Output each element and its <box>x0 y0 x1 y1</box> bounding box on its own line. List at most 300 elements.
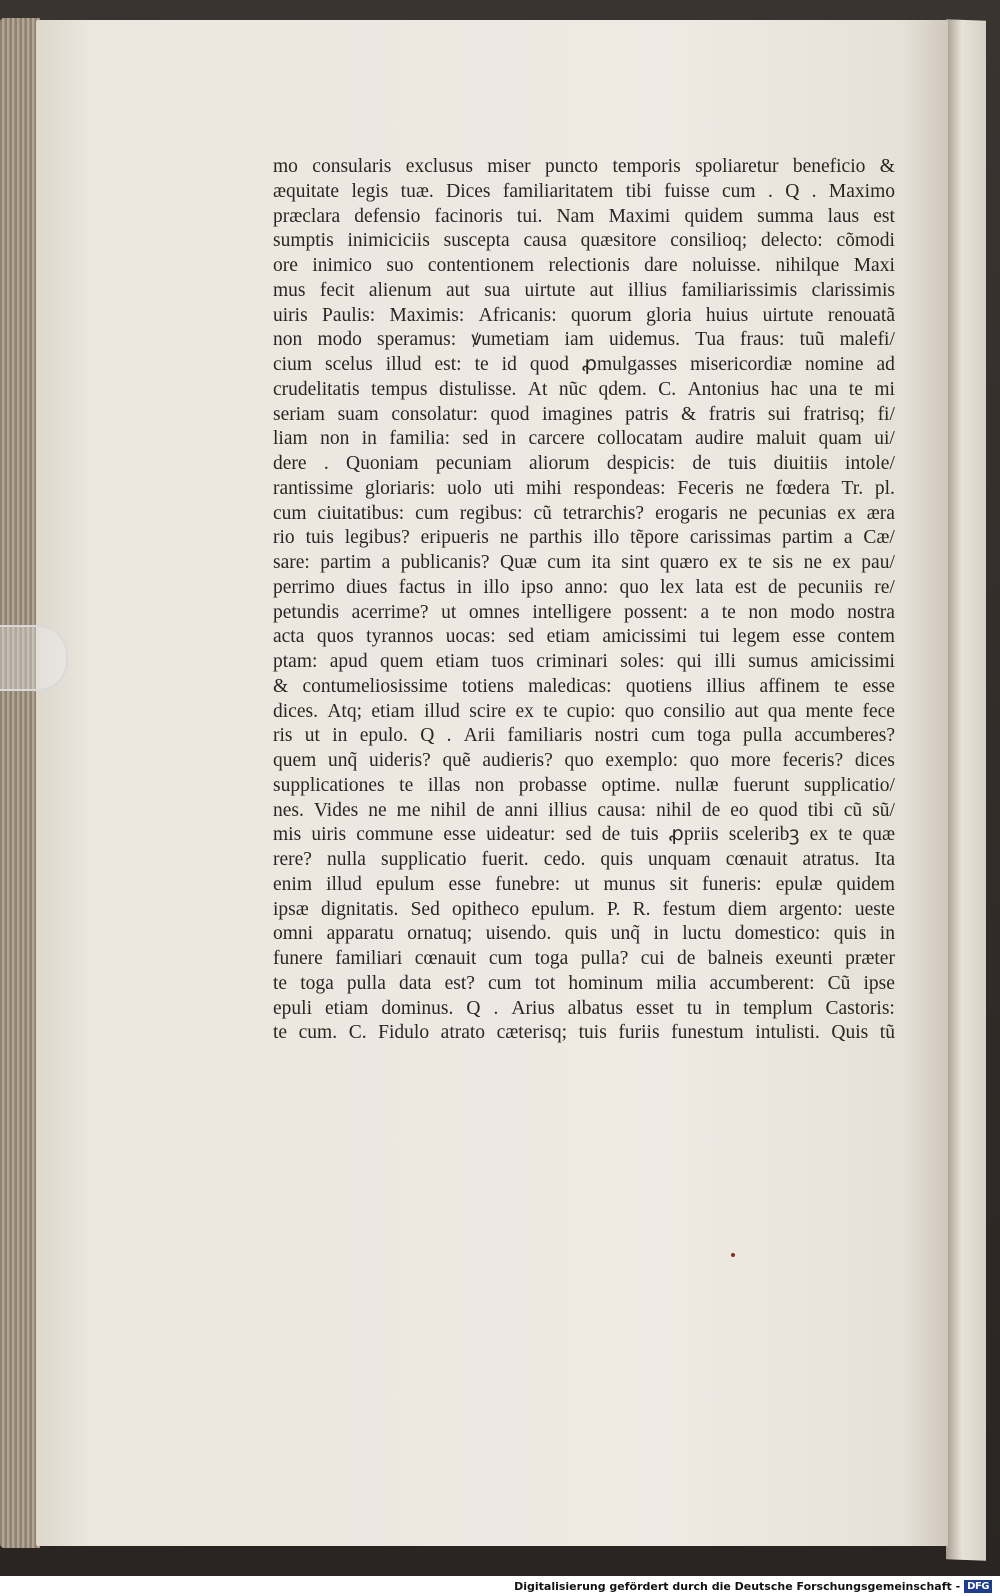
word: Paulis: <box>322 304 376 326</box>
word: te <box>848 378 863 400</box>
word: non <box>748 601 778 623</box>
word: cui <box>640 948 665 969</box>
word: cum <box>547 552 581 573</box>
word: speramus: <box>377 329 457 351</box>
text-line <box>273 823 895 848</box>
word: fuerunt <box>733 774 790 796</box>
word: etiam <box>546 626 590 648</box>
word: etiam <box>325 997 369 1019</box>
word: tũ <box>879 1022 895 1044</box>
word: cõmodi <box>836 230 895 252</box>
word: fi/ <box>877 403 895 425</box>
word: aut <box>446 279 470 301</box>
word: atrato <box>440 1022 486 1044</box>
text-line <box>273 576 895 601</box>
word: supplicatio/ <box>803 774 895 796</box>
word: ut <box>304 725 320 747</box>
word: quo <box>689 750 719 771</box>
word: quotiens <box>625 675 692 697</box>
word: uiris <box>311 824 347 846</box>
word: Maximi <box>608 205 671 227</box>
word: dices <box>854 750 895 771</box>
word: mis <box>273 824 302 846</box>
text-line <box>273 724 895 749</box>
word: Arii <box>463 725 496 747</box>
word: familiarissimis <box>681 279 798 301</box>
word: quo <box>624 700 655 722</box>
word: quem <box>273 750 317 771</box>
word: . <box>811 180 817 202</box>
word: fraus: <box>739 329 785 351</box>
word: aut <box>734 700 759 722</box>
word: eripueris <box>420 527 489 549</box>
word: etiam <box>371 700 415 722</box>
word: causa: <box>597 799 647 821</box>
word: & <box>681 403 697 425</box>
word: pecunias <box>758 502 827 524</box>
word: tot <box>534 972 556 994</box>
word: familiaritatem <box>502 180 614 202</box>
word: uiris <box>273 304 308 326</box>
word: C. <box>348 1022 367 1044</box>
word: sint <box>621 552 650 573</box>
word: hominum <box>568 972 644 994</box>
text-line <box>273 749 895 774</box>
text-line <box>273 502 895 527</box>
word: qua <box>767 700 797 722</box>
word: rere? <box>273 849 312 870</box>
text-line <box>273 947 895 972</box>
word: illius <box>627 279 667 301</box>
word: perrimo <box>273 576 335 598</box>
word: illud <box>326 873 362 895</box>
word: exeunti <box>775 948 833 969</box>
word: respondeas: <box>573 477 666 499</box>
next-page-edge <box>946 19 986 1560</box>
word: diuitiis <box>773 453 828 474</box>
word: quæro <box>659 552 709 573</box>
word: illi <box>714 651 736 672</box>
word: supplicatio <box>380 849 467 870</box>
word: rio <box>273 527 295 549</box>
text-line <box>273 427 895 452</box>
text-line <box>273 452 895 477</box>
word: misericordiæ <box>690 354 792 375</box>
text-line <box>273 1021 895 1046</box>
word: ipso <box>520 576 554 598</box>
text-line <box>273 229 895 254</box>
word: tu <box>686 997 703 1019</box>
word: te <box>273 1022 288 1044</box>
word: sed <box>462 428 489 450</box>
word: quo <box>619 576 649 598</box>
footer-credit: Digitalisierung gefördert durch die Deutsche Forschungsgemeinschaft - <box>514 1579 961 1593</box>
word: aut <box>589 279 614 301</box>
word: furiis <box>618 1022 660 1044</box>
word: non <box>320 428 350 450</box>
word: omnes <box>468 601 520 623</box>
word: ita <box>591 552 611 573</box>
word: te <box>399 774 414 796</box>
word: quorum <box>571 304 632 326</box>
word: soles: <box>620 651 665 672</box>
word: epulum <box>375 873 435 895</box>
word: epulum. <box>531 898 595 920</box>
word: cæterisq; <box>496 1022 568 1044</box>
word: dices. <box>273 700 318 722</box>
word: nihil <box>656 799 692 821</box>
word: tuis <box>305 527 334 549</box>
word: fratris <box>708 403 756 425</box>
word: nes. <box>273 799 304 821</box>
word: esse <box>792 626 826 648</box>
word: patris <box>625 403 669 425</box>
word: petundis <box>273 601 340 623</box>
word: quod <box>529 354 569 375</box>
word: tetrarchis? <box>562 502 645 524</box>
word: Feceris <box>677 477 734 499</box>
word: carissimas <box>689 527 772 549</box>
word: ex <box>809 824 828 846</box>
word: probasse <box>518 774 587 796</box>
word: amicissimi <box>602 626 687 648</box>
word: & <box>879 156 895 177</box>
word: familia: <box>389 428 451 450</box>
word: tibi <box>807 799 834 821</box>
word: C. <box>658 378 677 400</box>
word: non <box>273 329 303 351</box>
word: legem <box>732 626 781 648</box>
word: legibus? <box>344 527 410 549</box>
word: huius <box>705 304 749 326</box>
word: enim <box>273 873 312 895</box>
word: munus <box>603 873 656 895</box>
word: ꝓpriis <box>668 824 719 846</box>
word: legis <box>351 180 389 202</box>
word: de <box>476 799 495 821</box>
word: scelus <box>325 354 373 375</box>
word: cum. <box>298 1022 338 1044</box>
word: suscepta <box>443 230 510 252</box>
word: intelligere <box>532 601 612 623</box>
word: illas <box>427 774 461 796</box>
word: uirtute <box>762 304 814 326</box>
word: etiam <box>435 651 480 672</box>
word: mi <box>874 378 895 400</box>
word: totiens <box>461 675 514 697</box>
word: tui. <box>516 205 543 227</box>
word: parthis <box>529 527 583 549</box>
word: sumus <box>748 651 799 672</box>
word: quis <box>833 923 867 945</box>
word: cum <box>488 972 522 994</box>
text-line <box>273 378 895 403</box>
word: audieris? <box>482 750 553 771</box>
word: modo <box>317 329 362 351</box>
word: defensio <box>354 205 421 227</box>
word: regibus: <box>459 502 523 524</box>
word: ptam: <box>273 651 318 672</box>
text-line <box>273 304 895 329</box>
page-clip <box>0 625 68 691</box>
word: audire <box>695 428 744 450</box>
word: more <box>730 750 771 771</box>
text-line <box>273 328 895 353</box>
word: maledicas: <box>528 675 612 697</box>
text-line <box>273 625 895 650</box>
footer <box>0 1576 1000 1596</box>
word: sed <box>565 824 592 846</box>
word: quod <box>490 403 530 425</box>
word: dominus. <box>381 997 454 1019</box>
word: cum <box>651 725 685 747</box>
word: accumberent: <box>709 972 815 994</box>
text-line <box>273 403 895 428</box>
word: ꝓmulgasses <box>581 354 678 375</box>
word: balneis <box>707 948 763 969</box>
word: acerrime? <box>351 601 429 623</box>
word: familiaris <box>507 725 583 747</box>
word: tẽpore <box>630 527 679 549</box>
word: uti <box>493 477 515 499</box>
word: in <box>653 923 669 945</box>
word: cœnauit <box>725 849 788 870</box>
word: est? <box>444 972 475 994</box>
word: . <box>767 180 773 202</box>
word: sũ/ <box>872 799 895 821</box>
word: beneficio <box>792 156 866 177</box>
word: fecit <box>319 279 355 301</box>
word: te <box>543 700 558 722</box>
text-line <box>273 972 895 997</box>
word: nullæ <box>675 774 719 796</box>
word: festum <box>662 898 716 920</box>
word: consularis <box>312 156 392 177</box>
word: ne <box>803 552 822 573</box>
word: de <box>701 799 721 821</box>
word: me <box>396 799 421 821</box>
word: tuis <box>728 453 757 474</box>
word: diues <box>346 576 388 598</box>
word: funere <box>273 948 323 969</box>
word: qui <box>676 651 702 672</box>
word: familiari <box>335 948 403 969</box>
word: te <box>474 354 489 375</box>
word: renouatã <box>827 304 895 326</box>
word: optime. <box>601 774 661 796</box>
word: uocas: <box>445 626 496 648</box>
word: dignitatis. <box>320 898 399 920</box>
word: distulisse. <box>438 378 517 400</box>
word: Q <box>466 997 481 1019</box>
word: Maximo <box>828 180 895 202</box>
word: modo <box>790 601 835 623</box>
word: Q <box>420 725 435 747</box>
word: At <box>527 378 548 400</box>
word: præter <box>845 948 895 969</box>
word: ris <box>273 725 293 747</box>
word: cũ <box>843 799 863 821</box>
word: cedo. <box>543 849 586 870</box>
word: a <box>700 601 710 623</box>
word: laus <box>827 205 860 227</box>
word: ui/ <box>874 428 895 450</box>
word: uideatur: <box>486 824 556 846</box>
word: miser <box>487 156 531 177</box>
word: est <box>734 576 757 598</box>
word: ornatuq; <box>407 923 473 945</box>
word: opitheco <box>452 898 520 920</box>
word: partim <box>320 552 372 573</box>
word: scire <box>469 700 507 722</box>
word: funeris: <box>702 873 762 895</box>
word: Sed <box>410 898 440 920</box>
text-line <box>273 898 895 923</box>
word: . <box>446 725 452 747</box>
word: te <box>273 972 288 994</box>
word: anni <box>504 799 539 821</box>
word: tempus <box>371 378 428 400</box>
word: ad <box>876 354 895 375</box>
word: ex <box>515 700 534 722</box>
word: ut <box>441 601 457 623</box>
word: qdem. <box>598 378 647 400</box>
word: quis <box>564 923 598 945</box>
word: illo <box>593 527 620 549</box>
text-line <box>273 353 895 378</box>
word: uidemus. <box>608 329 680 351</box>
word: despicis: <box>606 453 676 474</box>
text-line <box>273 601 895 626</box>
word: dare <box>644 255 678 276</box>
word: supplicationes <box>273 774 385 796</box>
word: quidem <box>684 205 743 227</box>
word: tyrannos <box>366 626 434 648</box>
word: suo <box>386 255 414 276</box>
word: crudelitatis <box>273 378 360 400</box>
word: nostri <box>594 725 639 747</box>
word: cium <box>273 354 312 375</box>
word: contumeliosissime <box>302 675 448 697</box>
word: pulla <box>743 725 783 747</box>
word: intole/ <box>845 453 895 474</box>
word: Vides <box>313 799 359 821</box>
text-line <box>273 799 895 824</box>
word: collocatam <box>597 428 683 450</box>
word: ne <box>728 502 748 524</box>
word: æra <box>866 502 895 524</box>
ink-spot <box>731 1253 735 1257</box>
word: sceleribꝫ <box>728 824 800 846</box>
text-line <box>273 997 895 1022</box>
word: ne <box>745 477 764 499</box>
word: tuis <box>630 824 659 846</box>
word: apud <box>329 651 368 672</box>
word: quam <box>818 428 862 450</box>
word: quem <box>380 651 424 672</box>
word: de <box>601 824 621 846</box>
word: ex <box>837 502 856 524</box>
word: diem <box>727 898 767 920</box>
word: P. <box>606 898 621 920</box>
word: pecuniis <box>797 576 863 598</box>
word: contem <box>837 626 895 648</box>
text-line <box>273 922 895 947</box>
text-line <box>273 254 895 279</box>
word: inimiciciis <box>347 230 430 252</box>
word: cum <box>273 502 307 524</box>
word: sed <box>508 626 535 648</box>
word: puncto <box>544 156 599 177</box>
word: pecuniam <box>435 453 512 474</box>
word: de <box>676 948 696 969</box>
word: uirtute <box>524 279 576 301</box>
word: eo <box>730 799 749 821</box>
word: pulla <box>346 972 386 994</box>
word: funebre: <box>495 873 561 895</box>
word: mente <box>805 700 854 722</box>
word: feceris? <box>782 750 844 771</box>
word: non <box>474 774 505 796</box>
word: sit <box>669 873 689 895</box>
word: cũ <box>533 502 552 524</box>
text-line <box>273 848 895 873</box>
word: suam <box>337 403 379 425</box>
word: pau/ <box>861 552 895 573</box>
word: contentionem <box>427 255 535 276</box>
text-line <box>273 650 895 675</box>
word: cupio: <box>566 700 616 722</box>
word: noluisse. <box>692 255 761 276</box>
word: epuli <box>273 997 312 1019</box>
text-line <box>273 205 895 230</box>
word: præclara <box>273 205 341 227</box>
dfg-logo: DFG <box>964 1580 992 1593</box>
word: . <box>493 997 499 1019</box>
word: sui <box>767 403 791 425</box>
text-line <box>273 180 895 205</box>
word: illo <box>483 576 510 598</box>
word: tuũ <box>799 329 825 351</box>
word: esse <box>862 675 895 697</box>
word: factus <box>398 576 446 598</box>
word: illud <box>385 354 422 375</box>
word: nihil <box>430 799 467 821</box>
word: ipse <box>863 972 895 994</box>
word: ueste <box>854 898 895 920</box>
word: quos <box>316 626 354 648</box>
word: fratrisq; <box>803 403 865 425</box>
word: tibi <box>625 180 652 202</box>
word: a <box>381 552 391 573</box>
word: in <box>879 923 895 945</box>
word: exemplo: <box>605 750 678 771</box>
word: delecto: <box>760 230 823 252</box>
word: domestico: <box>734 923 821 945</box>
word: esset <box>635 997 674 1019</box>
word: argento: <box>779 898 843 920</box>
word: milia <box>656 972 697 994</box>
word: Antonius <box>687 378 760 400</box>
word: amicissimi <box>810 651 895 672</box>
word: consilio <box>663 700 726 722</box>
word: te <box>721 601 736 623</box>
word: commune <box>356 824 434 846</box>
word: aliorum <box>528 453 590 474</box>
word: accumberes? <box>794 725 895 747</box>
word: sua <box>484 279 511 301</box>
word: epulo. <box>359 725 408 747</box>
